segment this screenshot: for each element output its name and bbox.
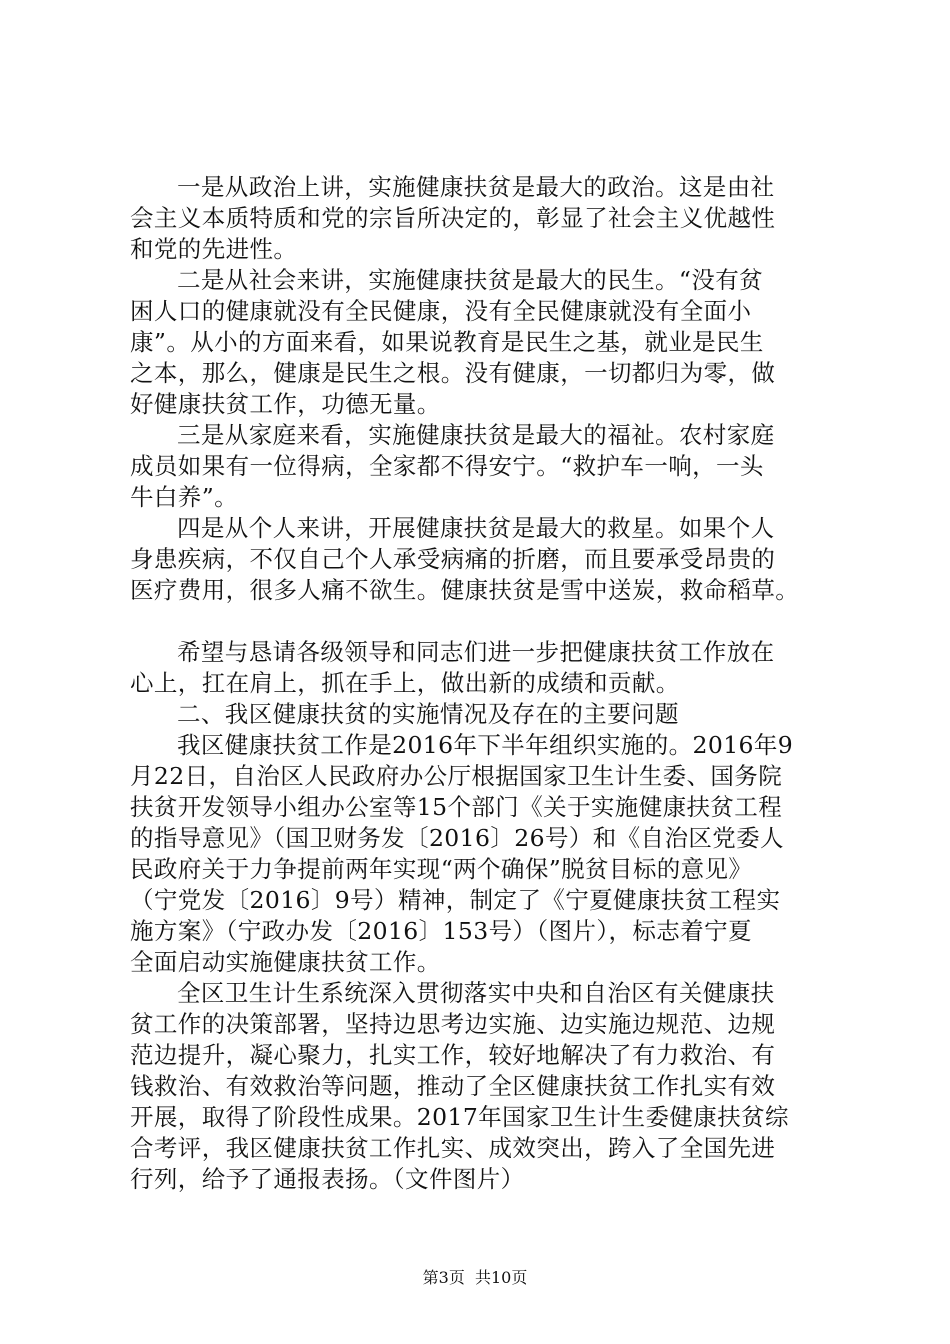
paragraph-line: 的指导意见》（国卫财务发〔2016〕26号）和《自治区党委人	[130, 824, 784, 852]
paragraph-line: 之本，那么，健康是民生之根。没有健康，一切都归为零，做	[130, 359, 776, 387]
paragraph-line: 心上，扛在肩上，抓在手上，做出新的成绩和贡献。	[130, 669, 680, 697]
paragraph-line: 扶贫开发领导小组办公室等15个部门《关于实施健康扶贫工程	[130, 793, 783, 821]
paragraph-line: 康”。从小的方面来看，如果说教育是民生之基，就业是民生	[130, 328, 764, 356]
paragraph-line: 施方案》（宁政办发〔2016〕153号）（图片），标志着宁夏	[130, 917, 752, 945]
paragraph-line: 月22日，自治区人民政府办公厅根据国家卫生计生委、国务院	[130, 762, 783, 790]
paragraph-line: 困人口的健康就没有全民健康，没有全民健康就没有全面小	[130, 297, 752, 325]
paragraph-line: 一是从政治上讲，实施健康扶贫是最大的政治。这是由社	[177, 173, 775, 201]
paragraph-line: 医疗费用，很多人痛不欲生。健康扶贫是雪中送炭，救命稻草。	[130, 576, 800, 604]
paragraph-line: 全面启动实施健康扶贫工作。	[130, 948, 441, 976]
paragraph-line: 会主义本质特质和党的宗旨所决定的，彰显了社会主义优越性	[130, 204, 776, 232]
paragraph-line: 牛白养”。	[130, 483, 239, 511]
paragraph-line: 范边提升，凝心聚力，扎实工作，较好地解决了有力救治、有	[130, 1041, 776, 1069]
document-body	[130, 172, 850, 1195]
section-heading: 二、我区健康扶贫的实施情况及存在的主要问题	[177, 700, 679, 728]
paragraph-line: 三是从家庭来看，实施健康扶贫是最大的福祉。农村家庭	[177, 421, 775, 449]
paragraph-line: 希望与恳请各级领导和同志们进一步把健康扶贫工作放在	[177, 638, 775, 666]
paragraph-line: 身患疾病，不仅自己个人承受病痛的折磨，而且要承受昂贵的	[130, 545, 776, 573]
paragraph-line: 开展，取得了阶段性成果。2017年国家卫生计生委健康扶贫综	[130, 1103, 789, 1131]
paragraph-line: 二是从社会来讲，实施健康扶贫是最大的民生。“没有贫	[177, 266, 764, 294]
paragraph-gap	[130, 606, 850, 637]
paragraph-line: 行列，给予了通报表扬。（文件图片）	[130, 1165, 525, 1193]
paragraph-line: 好健康扶贫工作，功德无量。	[130, 390, 441, 418]
paragraph-line: 成员如果有一位得病，全家都不得安宁。“救护车一响，一头	[130, 452, 764, 480]
paragraph-line: 贫工作的决策部署，坚持边思考边实施、边实施边规范、边规	[130, 1010, 776, 1038]
paragraph-line: 钱救治、有效救治等问题，推动了全区健康扶贫工作扎实有效	[130, 1072, 776, 1100]
page-number-footer: 第3页 共10页	[422, 1268, 528, 1287]
paragraph-line: （宁党发〔2016〕9号）精神，制定了《宁夏健康扶贫工程实	[130, 886, 781, 914]
paragraph-line: 民政府关于力争提前两年实现“两个确保”脱贫目标的意见》	[130, 855, 753, 883]
paragraph-line: 合考评，我区健康扶贫工作扎实、成效突出，跨入了全国先进	[130, 1134, 776, 1162]
paragraph-line: 我区健康扶贫工作是2016年下半年组织实施的。2016年9	[177, 731, 794, 759]
paragraph-line: 和党的先进性。	[130, 235, 298, 263]
paragraph-line: 全区卫生计生系统深入贯彻落实中央和自治区有关健康扶	[177, 979, 775, 1007]
paragraph-line: 四是从个人来讲，开展健康扶贫是最大的救星。如果个人	[177, 514, 775, 542]
